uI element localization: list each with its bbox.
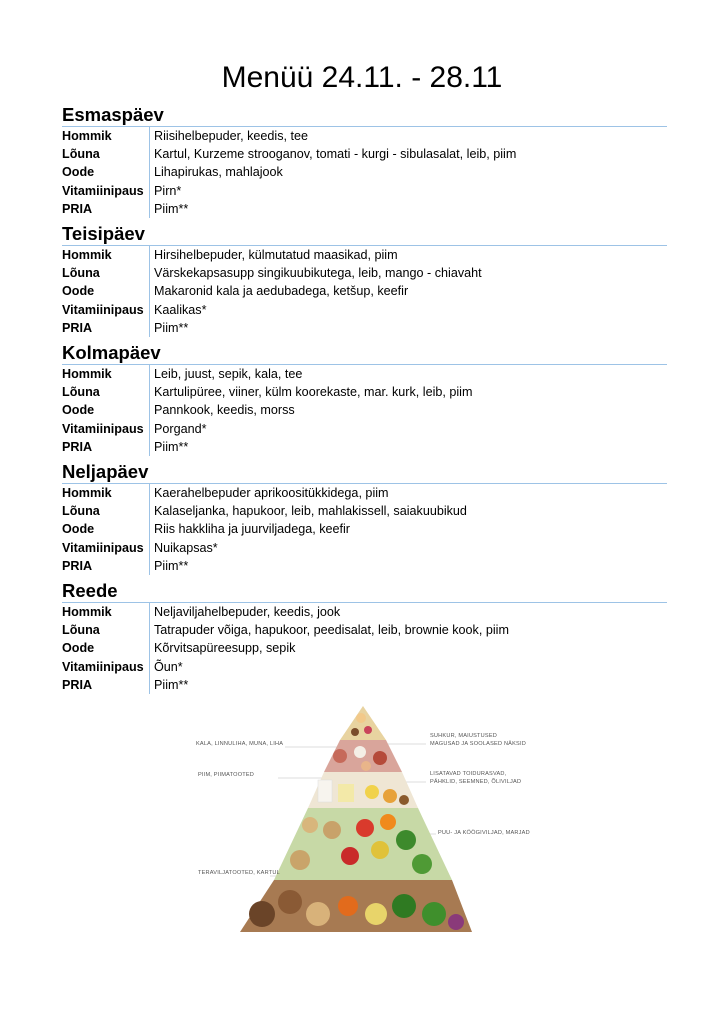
meal-dish: Kartulipüree, viiner, külm koorekaste, mar. kurk, leib, piim	[154, 385, 473, 400]
day-name: Esmaspäev	[62, 104, 667, 127]
meal-dish: Kalaseljanka, hapukoor, leib, mahlakissell, saiakuubikud	[154, 504, 467, 519]
meal-row-pria	[62, 676, 667, 694]
meal-row-vitamin-break	[62, 301, 667, 319]
day-name: Teisipäev	[62, 223, 667, 246]
meal-dish: Piim**	[154, 558, 189, 573]
meal-row-breakfast	[62, 127, 667, 145]
pyramid-label-fats: LISATAVAD TOIDURASVAD,	[430, 771, 507, 777]
pyramid-label-fruit-veg: PUU- JA KÖÖGIVILJAD, MARJAD	[438, 830, 530, 836]
meal-row-snack	[62, 520, 667, 538]
meal-dish: Nuikapsas*	[154, 540, 218, 555]
meal-row-lunch	[62, 621, 667, 639]
meal-label: Vitamiinipaus	[62, 420, 150, 438]
day-name: Kolmapäev	[62, 342, 667, 365]
meal-label: Vitamiinipaus	[62, 539, 150, 557]
meal-dish: Hirsihelbepuder, külmutatud maasikad, piim	[154, 248, 398, 262]
meal-row-pria	[62, 319, 667, 337]
meal-row-vitamin-break	[62, 658, 667, 676]
meal-dish: Makaronid kala ja aedubadega, ketšup, keefir	[154, 284, 409, 299]
meal-label: Vitamiinipaus	[62, 182, 150, 200]
meal-dish: Kartul, Kurzeme strooganov, tomati - kurgi - sibulasalat, leib, piim	[154, 147, 517, 162]
meal-dish: Piim**	[154, 677, 189, 692]
meal-row-lunch	[62, 502, 667, 520]
meal-label: PRIA	[62, 557, 150, 575]
meal-dish: Neljaviljahelbepuder, keedis, jook	[154, 605, 341, 619]
meal-row-pria	[62, 200, 667, 218]
meal-dish: Piim**	[154, 320, 189, 335]
meal-row-vitamin-break	[62, 420, 667, 438]
day-name: Neljapäev	[62, 461, 667, 484]
meal-row-lunch	[62, 383, 667, 401]
pyramid-label-snacks: MAGUSAD JA SOOLASED NÄKSID	[430, 741, 526, 747]
day-name: Reede	[62, 580, 667, 603]
meal-label: Oode	[62, 639, 150, 657]
meal-label: Vitamiinipaus	[62, 658, 150, 676]
day-section-monday	[62, 104, 667, 218]
pyramid-label-nuts-seeds: PÄHKLID, SEEMNED, ÕLIVILJAD	[430, 779, 522, 785]
meal-label: Lõuna	[62, 145, 150, 163]
meal-dish: Pirn*	[154, 183, 182, 198]
meal-dish: Riisihelbepuder, keedis, tee	[154, 129, 309, 143]
meal-dish: Pannkook, keedis, morss	[154, 403, 295, 418]
page-title: Menüü 24.11. - 28.11	[221, 61, 503, 94]
meal-label: Hommik	[62, 246, 150, 264]
meal-label: PRIA	[62, 200, 150, 218]
meal-row-pria	[62, 438, 667, 456]
meal-dish: Leib, juust, sepik, kala, tee	[154, 367, 303, 381]
meal-label: Lõuna	[62, 621, 150, 639]
meal-label: PRIA	[62, 676, 150, 694]
meal-dish: Porgand*	[154, 421, 207, 436]
meal-label: Vitamiinipaus	[62, 301, 150, 319]
meal-label: Oode	[62, 520, 150, 538]
meal-label: Lõuna	[62, 502, 150, 520]
pyramid-label-protein: KALA, LINNULIHA, MUNA, LIHA	[196, 741, 284, 747]
meal-dish: Kaalikas*	[154, 302, 207, 317]
meal-label: Hommik	[62, 484, 150, 502]
meal-label: Hommik	[62, 603, 150, 621]
pyramid-tier-sweets	[340, 706, 386, 740]
pyramid-label-dairy: PIIM, PIIMATOOTED	[198, 772, 255, 778]
meal-label: Lõuna	[62, 264, 150, 282]
meal-label: Oode	[62, 163, 150, 181]
meal-label: Oode	[62, 282, 150, 300]
meal-row-lunch	[62, 264, 667, 282]
meal-row-lunch	[62, 145, 667, 163]
day-section-thursday	[62, 461, 667, 575]
meal-label: Lõuna	[62, 383, 150, 401]
meal-dish: Õun*	[154, 659, 183, 674]
meal-dish: Tatrapuder võiga, hapukoor, peedisalat, leib, brownie kook, piim	[154, 623, 509, 638]
meal-dish: Kaerahelbepuder aprikoositükkidega, piim	[154, 486, 389, 500]
meal-dish: Värskekapsasupp singikuubikutega, leib, mango - chiavaht	[154, 266, 482, 281]
meal-dish: Piim**	[154, 201, 189, 216]
meal-row-snack	[62, 401, 667, 419]
meal-row-pria	[62, 557, 667, 575]
meal-row-snack	[62, 163, 667, 181]
meal-row-vitamin-break	[62, 182, 667, 200]
meal-row-vitamin-break	[62, 539, 667, 557]
food-pyramid	[190, 700, 530, 940]
day-section-friday	[62, 580, 667, 694]
meal-dish: Piim**	[154, 439, 189, 454]
meal-row-breakfast	[62, 484, 667, 502]
meal-row-breakfast	[62, 246, 667, 264]
meal-label: Hommik	[62, 127, 150, 145]
day-section-wednesday	[62, 342, 667, 456]
meal-label: Hommik	[62, 365, 150, 383]
day-section-tuesday	[62, 223, 667, 337]
pyramid-label-grains: TERAVILJATOOTED, KARTUL	[198, 870, 280, 876]
meal-dish: Kõrvitsapüreesupp, sepik	[154, 641, 296, 656]
meal-dish: Riis hakkliha ja juurviljadega, keefir	[154, 522, 350, 537]
pyramid-label-sugar: SUHKUR, MAIUSTUSED	[430, 733, 498, 739]
meal-row-breakfast	[62, 603, 667, 621]
meal-row-snack	[62, 639, 667, 657]
meal-row-breakfast	[62, 365, 667, 383]
meal-label: PRIA	[62, 438, 150, 456]
meal-dish: Lihapirukas, mahlajook	[154, 165, 283, 180]
meal-row-snack	[62, 282, 667, 300]
meal-label: PRIA	[62, 319, 150, 337]
meal-label: Oode	[62, 401, 150, 419]
